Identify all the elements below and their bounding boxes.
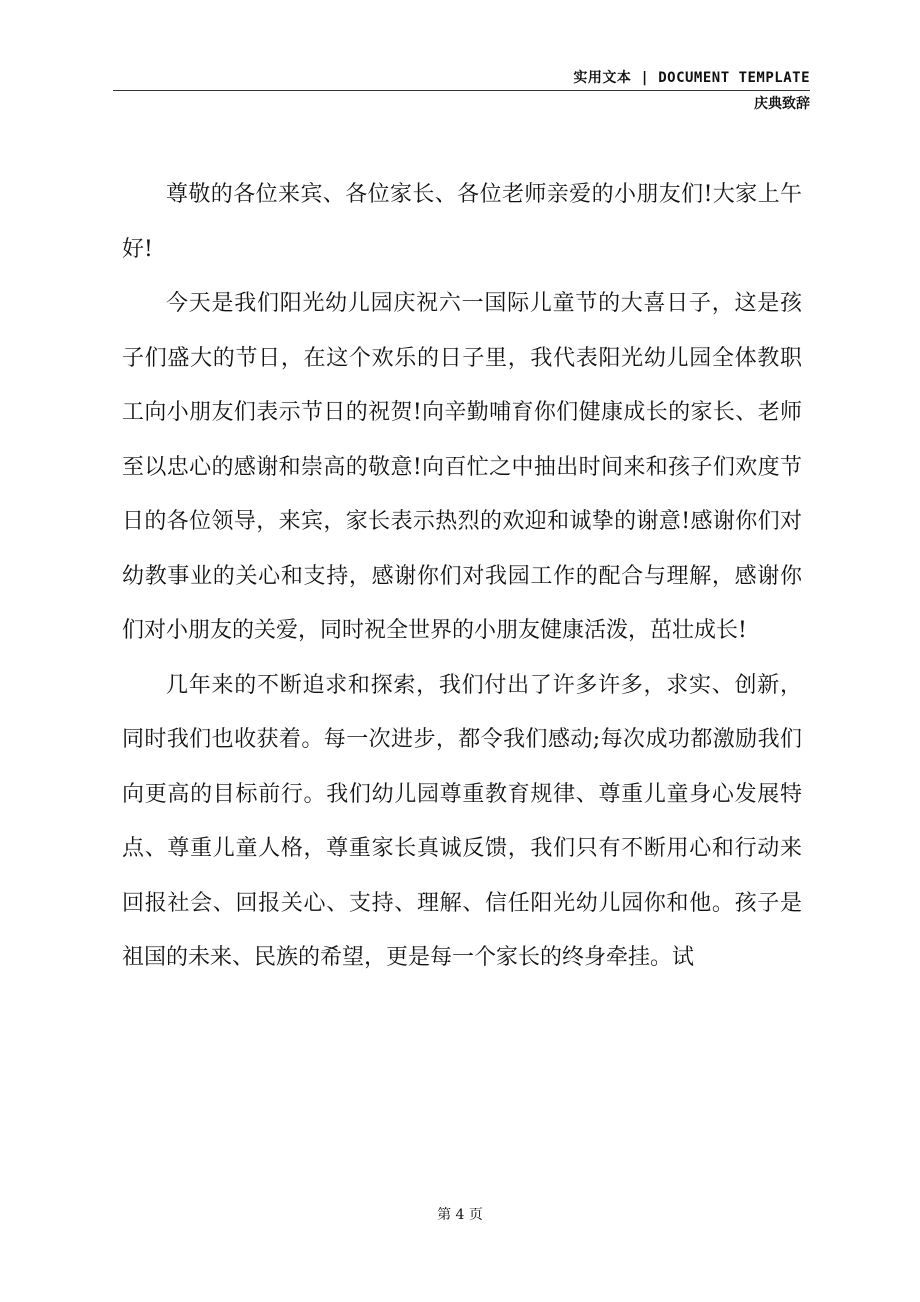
header-divider [113,90,810,91]
paragraph-greeting: 尊敬的各位来宾、各位家长、各位老师亲爱的小朋友们!大家上午好! [122,182,802,262]
header-title: 实用文本 | DOCUMENT TEMPLATE [573,70,810,86]
paragraph-achievements: 几年来的不断追求和探索，我们付出了许多许多，求实、创新，同时我们也收获着。每一次进步，都令我们感动;每次成功都激励我们向更高的目标前行。我们幼儿园尊重教育规律、尊重儿童身心发展特点、尊重儿童人格，尊重家长真诚反馈，我们只有不断用心和行动来回报社会、回报关心、支持、理解、信任阳光幼儿园你和他。孩子是祖国的未来、民族的希望，更是每一个家长的终身牵挂。试 [122,672,802,970]
page-number: 第 4 页 [437,1207,483,1223]
paragraph-celebration: 今天是我们阳光幼儿园庆祝六一国际儿童节的大喜日子，这是孩子们盛大的节日，在这个欢乐的日子里，我代表阳光幼儿园全体教职工向小朋友们表示节日的祝贺!向辛勤哺育你们健康成长的家长、老师至以忠心的感谢和崇高的敬意!向百忙之中抽出时间来和孩子们欢度节日的各位领导，来宾，家长表示热烈的欢迎和诚挚的谢意!感谢你们对幼教事业的关心和支持，感谢你们对我园工作的配合与理解，感谢你们对小朋友的关爱，同时祝全世界的小朋友健康活泼，茁壮成长! [122,291,802,643]
page-header [573,68,810,114]
document-body [122,168,802,986]
header-subtitle: 庆典致辞 [754,96,810,112]
